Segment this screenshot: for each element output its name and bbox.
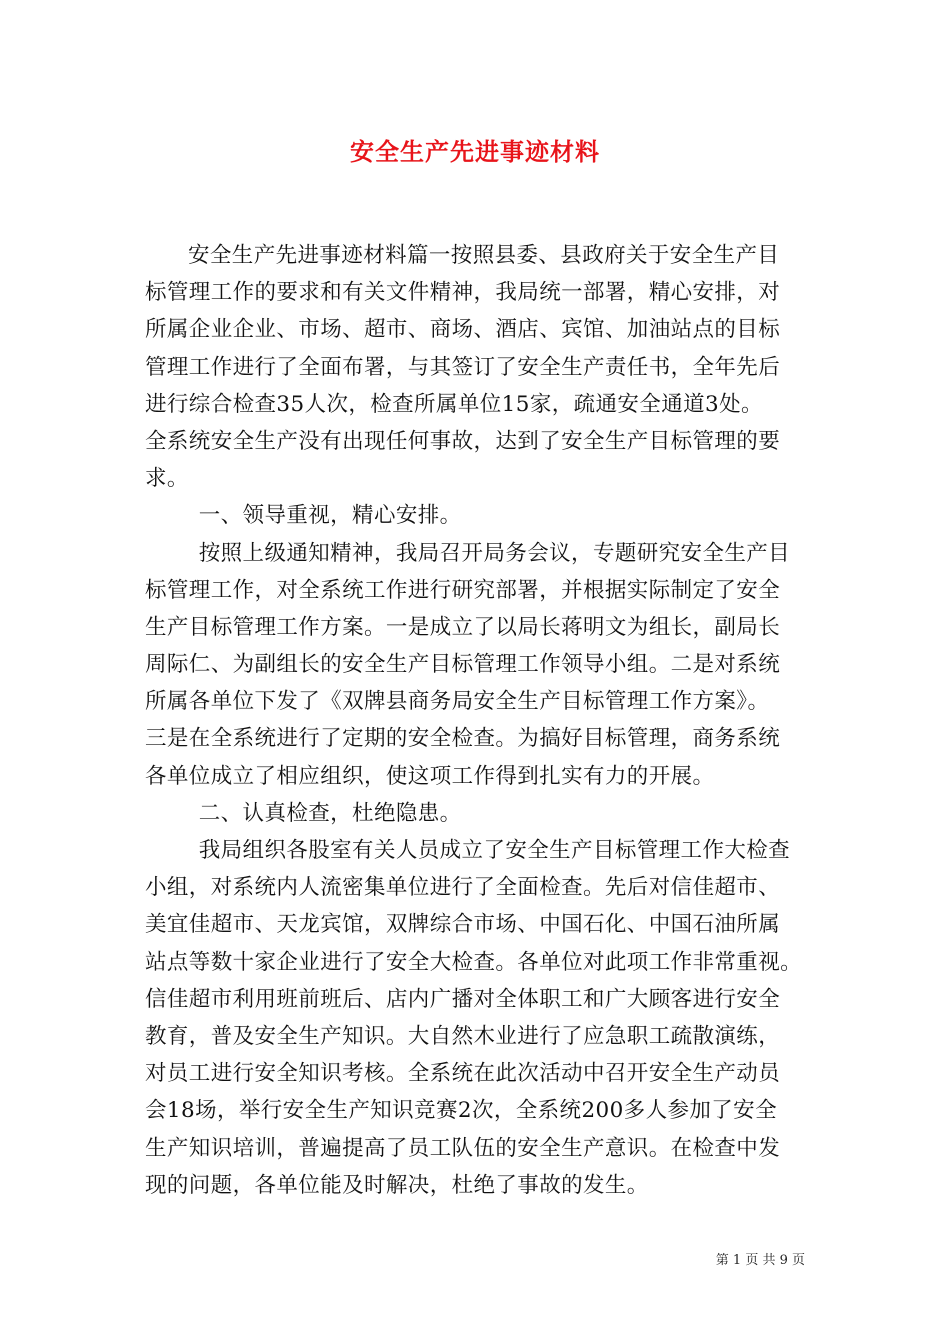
- text-line: 各单位成立了相应组织，使这项工作得到扎实有力的开展。: [145, 763, 715, 789]
- text-line: 对员工进行安全知识考核。全系统在此次活动中召开安全生产动员: [145, 1061, 781, 1087]
- document-title: 安全生产先进事迹材料: [350, 137, 600, 166]
- text-line: 站点等数十家企业进行了安全大检查。各单位对此项工作非常重视。: [145, 949, 803, 975]
- text-line: 一、领导重视，精心安排。: [198, 503, 462, 529]
- document-body: [145, 237, 820, 1204]
- text-line: 进行综合检查35人次，检查所属单位15家，疏通安全通道3处。: [145, 391, 763, 417]
- text-line: 管理工作进行了全面布署，与其签订了安全生产责任书，全年先后: [145, 354, 781, 380]
- text-line: 我局组织各股室有关人员成立了安全生产目标管理工作大检查: [198, 838, 791, 863]
- text-line: 生产知识培训，普遍提高了员工队伍的安全生产意识。在检查中发: [145, 1135, 781, 1161]
- text-line: 标管理工作的要求和有关文件精神，我局统一部署，精心安排，对: [145, 280, 781, 306]
- paragraph: [145, 832, 820, 1204]
- text-line: 会18场，举行安全生产知识竞赛2次，全系统200多人参加了安全: [145, 1098, 777, 1124]
- text-line: 安全生产先进事迹材料篇一按照县委、县政府关于安全生产目: [188, 243, 780, 268]
- text-line: 周际仁、为副组长的安全生产目标管理工作领导小组。二是对系统: [145, 652, 781, 678]
- text-line: 现的问题，各单位能及时解决，杜绝了事故的发生。: [145, 1172, 649, 1198]
- text-line: 二、认真检查，杜绝隐患。: [198, 800, 462, 826]
- text-line: 美宜佳超市、天龙宾馆，双牌综合市场、中国石化、中国石油所属: [145, 912, 781, 938]
- text-line: 标管理工作，对全系统工作进行研究部署，并根据实际制定了安全: [145, 577, 781, 603]
- text-line: 全系统安全生产没有出现任何事故，达到了安全生产目标管理的要: [145, 428, 781, 454]
- text-line: 生产目标管理工作方案。一是成立了以局长蒋明文为组长，副局长: [145, 614, 781, 640]
- text-line: 信佳超市利用班前班后、店内广播对全体职工和广大顾客进行安全: [145, 986, 781, 1012]
- paragraph: [145, 237, 820, 497]
- paragraph: [145, 795, 820, 832]
- text-line: 三是在全系统进行了定期的安全检查。为搞好目标管理，商务系统: [145, 726, 781, 752]
- paragraph: [145, 535, 820, 795]
- paragraph: [145, 497, 820, 534]
- text-line: 求。: [145, 466, 189, 492]
- text-line: 教育，普及安全生产知识。大自然木业进行了应急职工疏散演练，: [145, 1023, 781, 1049]
- page-number: 第 1 页 共 9 页: [715, 1253, 805, 1268]
- text-line: 小组，对系统内人流密集单位进行了全面检查。先后对信佳超市、: [145, 875, 781, 901]
- text-line: 所属企业企业、市场、超市、商场、酒店、宾馆、加油站点的目标: [145, 317, 781, 343]
- text-line: 所属各单位下发了《双牌县商务局安全生产目标管理工作方案》。: [145, 689, 770, 715]
- text-line: 按照上级通知精神，我局召开局务会议，专题研究安全生产目: [198, 540, 791, 566]
